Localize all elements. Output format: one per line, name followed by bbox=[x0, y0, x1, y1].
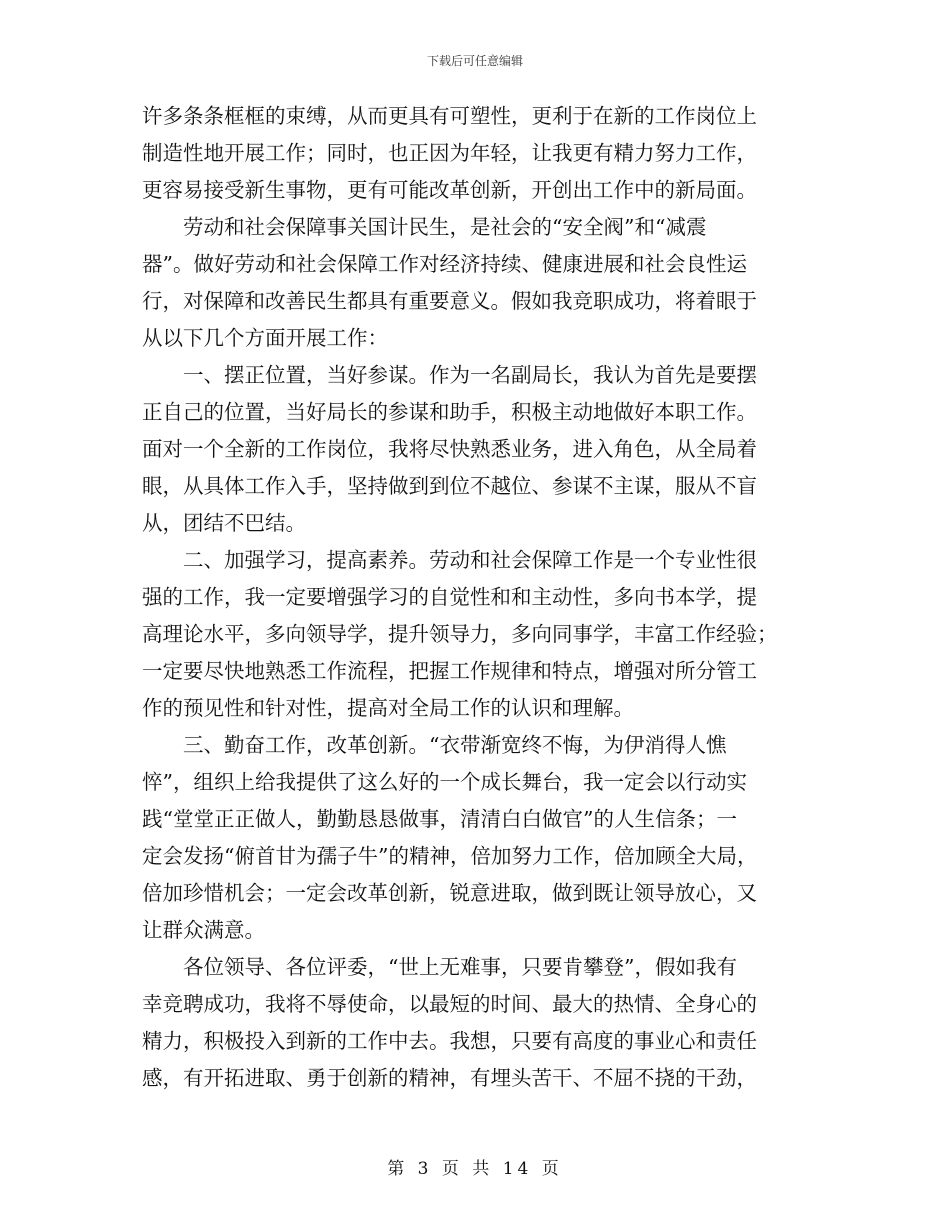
text-line: 面对一个全新的工作岗位，我将尽快熟悉业务，进入角色，从全局着 bbox=[142, 437, 757, 461]
text-line: 感，有开拓进取、勇于创新的精神，有埋头苦干、不屈不挠的干劲， bbox=[142, 1066, 757, 1090]
page-number-footer: 第 3 页 共 14 页 bbox=[387, 1159, 563, 1179]
text-line: 高理论水平，多向领导学，提升领导力，多向同事学，丰富工作经验； bbox=[142, 622, 778, 646]
text-line: 行，对保障和改善民生都具有重要意义。假如我竞职成功，将着眼于 bbox=[142, 289, 757, 313]
text-line: 各位领导、各位评委，“世上无难事，只要肯攀登”，假如我有 bbox=[183, 955, 737, 979]
text-line: 践“堂堂正正做人，勤勤恳恳做事，清清白白做官”的人生信条；一 bbox=[142, 807, 737, 831]
text-line: 定会发扬“俯首甘为孺子牛”的精神，倍加努力工作，倍加顾全大局， bbox=[142, 844, 758, 868]
text-line: 让群众满意。 bbox=[142, 918, 265, 942]
text-line: 精力，积极投入到新的工作中去。我想，只要有高度的事业心和责任 bbox=[142, 1029, 757, 1053]
text-line: 一定要尽快地熟悉工作流程，把握工作规律和特点，增强对所分管工 bbox=[142, 659, 757, 683]
text-line: 正自己的位置，当好局长的参谋和助手，积极主动地做好本职工作。 bbox=[142, 400, 757, 424]
text-line: 幸竞聘成功，我将不辱使命，以最短的时间、最大的热情、全身心的 bbox=[142, 992, 757, 1016]
text-line: 许多条条框框的束缚，从而更具有可塑性，更利于在新的工作岗位上 bbox=[142, 104, 757, 128]
page-header: 下载后可任意编辑 bbox=[426, 54, 523, 68]
text-line: 眼，从具体工作入手，坚持做到到位不越位、参谋不主谋，服从不盲 bbox=[142, 474, 757, 498]
text-line: 一、摆正位置，当好参谋。作为一名副局长，我认为首先是要摆 bbox=[183, 363, 757, 387]
text-line: 三、勤奋工作，改革创新。“衣带渐宽终不悔，为伊消得人憔 bbox=[183, 733, 727, 757]
text-line: 悴”，组织上给我提供了这么好的一个成长舞台，我一定会以行动实 bbox=[142, 770, 747, 794]
text-line: 器”。做好劳动和社会保障工作对经济持续、健康进展和社会良性运 bbox=[142, 252, 747, 276]
text-line: 倍加珍惜机会；一定会改革创新，锐意进取，做到既让领导放心，又 bbox=[142, 881, 757, 905]
document-body bbox=[142, 98, 808, 1097]
text-line: 制造性地开展工作；同时，也正因为年轻，让我更有精力努力工作， bbox=[142, 141, 757, 165]
text-line: 作的预见性和针对性，提高对全局工作的认识和理解。 bbox=[142, 696, 634, 720]
text-line: 强的工作，我一定要增强学习的自觉性和和主动性，多向书本学，提 bbox=[142, 585, 757, 609]
text-line: 更容易接受新生事物，更有可能改革创新，开创出工作中的新局面。 bbox=[142, 178, 757, 202]
text-line: 从，团结不巴结。 bbox=[142, 511, 306, 535]
text-line: 劳动和社会保障事关国计民生，是社会的“安全阀”和“减震 bbox=[183, 215, 707, 239]
text-line: 二、加强学习，提高素养。劳动和社会保障工作是一个专业性很 bbox=[183, 548, 757, 572]
text-line: 从以下几个方面开展工作： bbox=[142, 326, 388, 350]
